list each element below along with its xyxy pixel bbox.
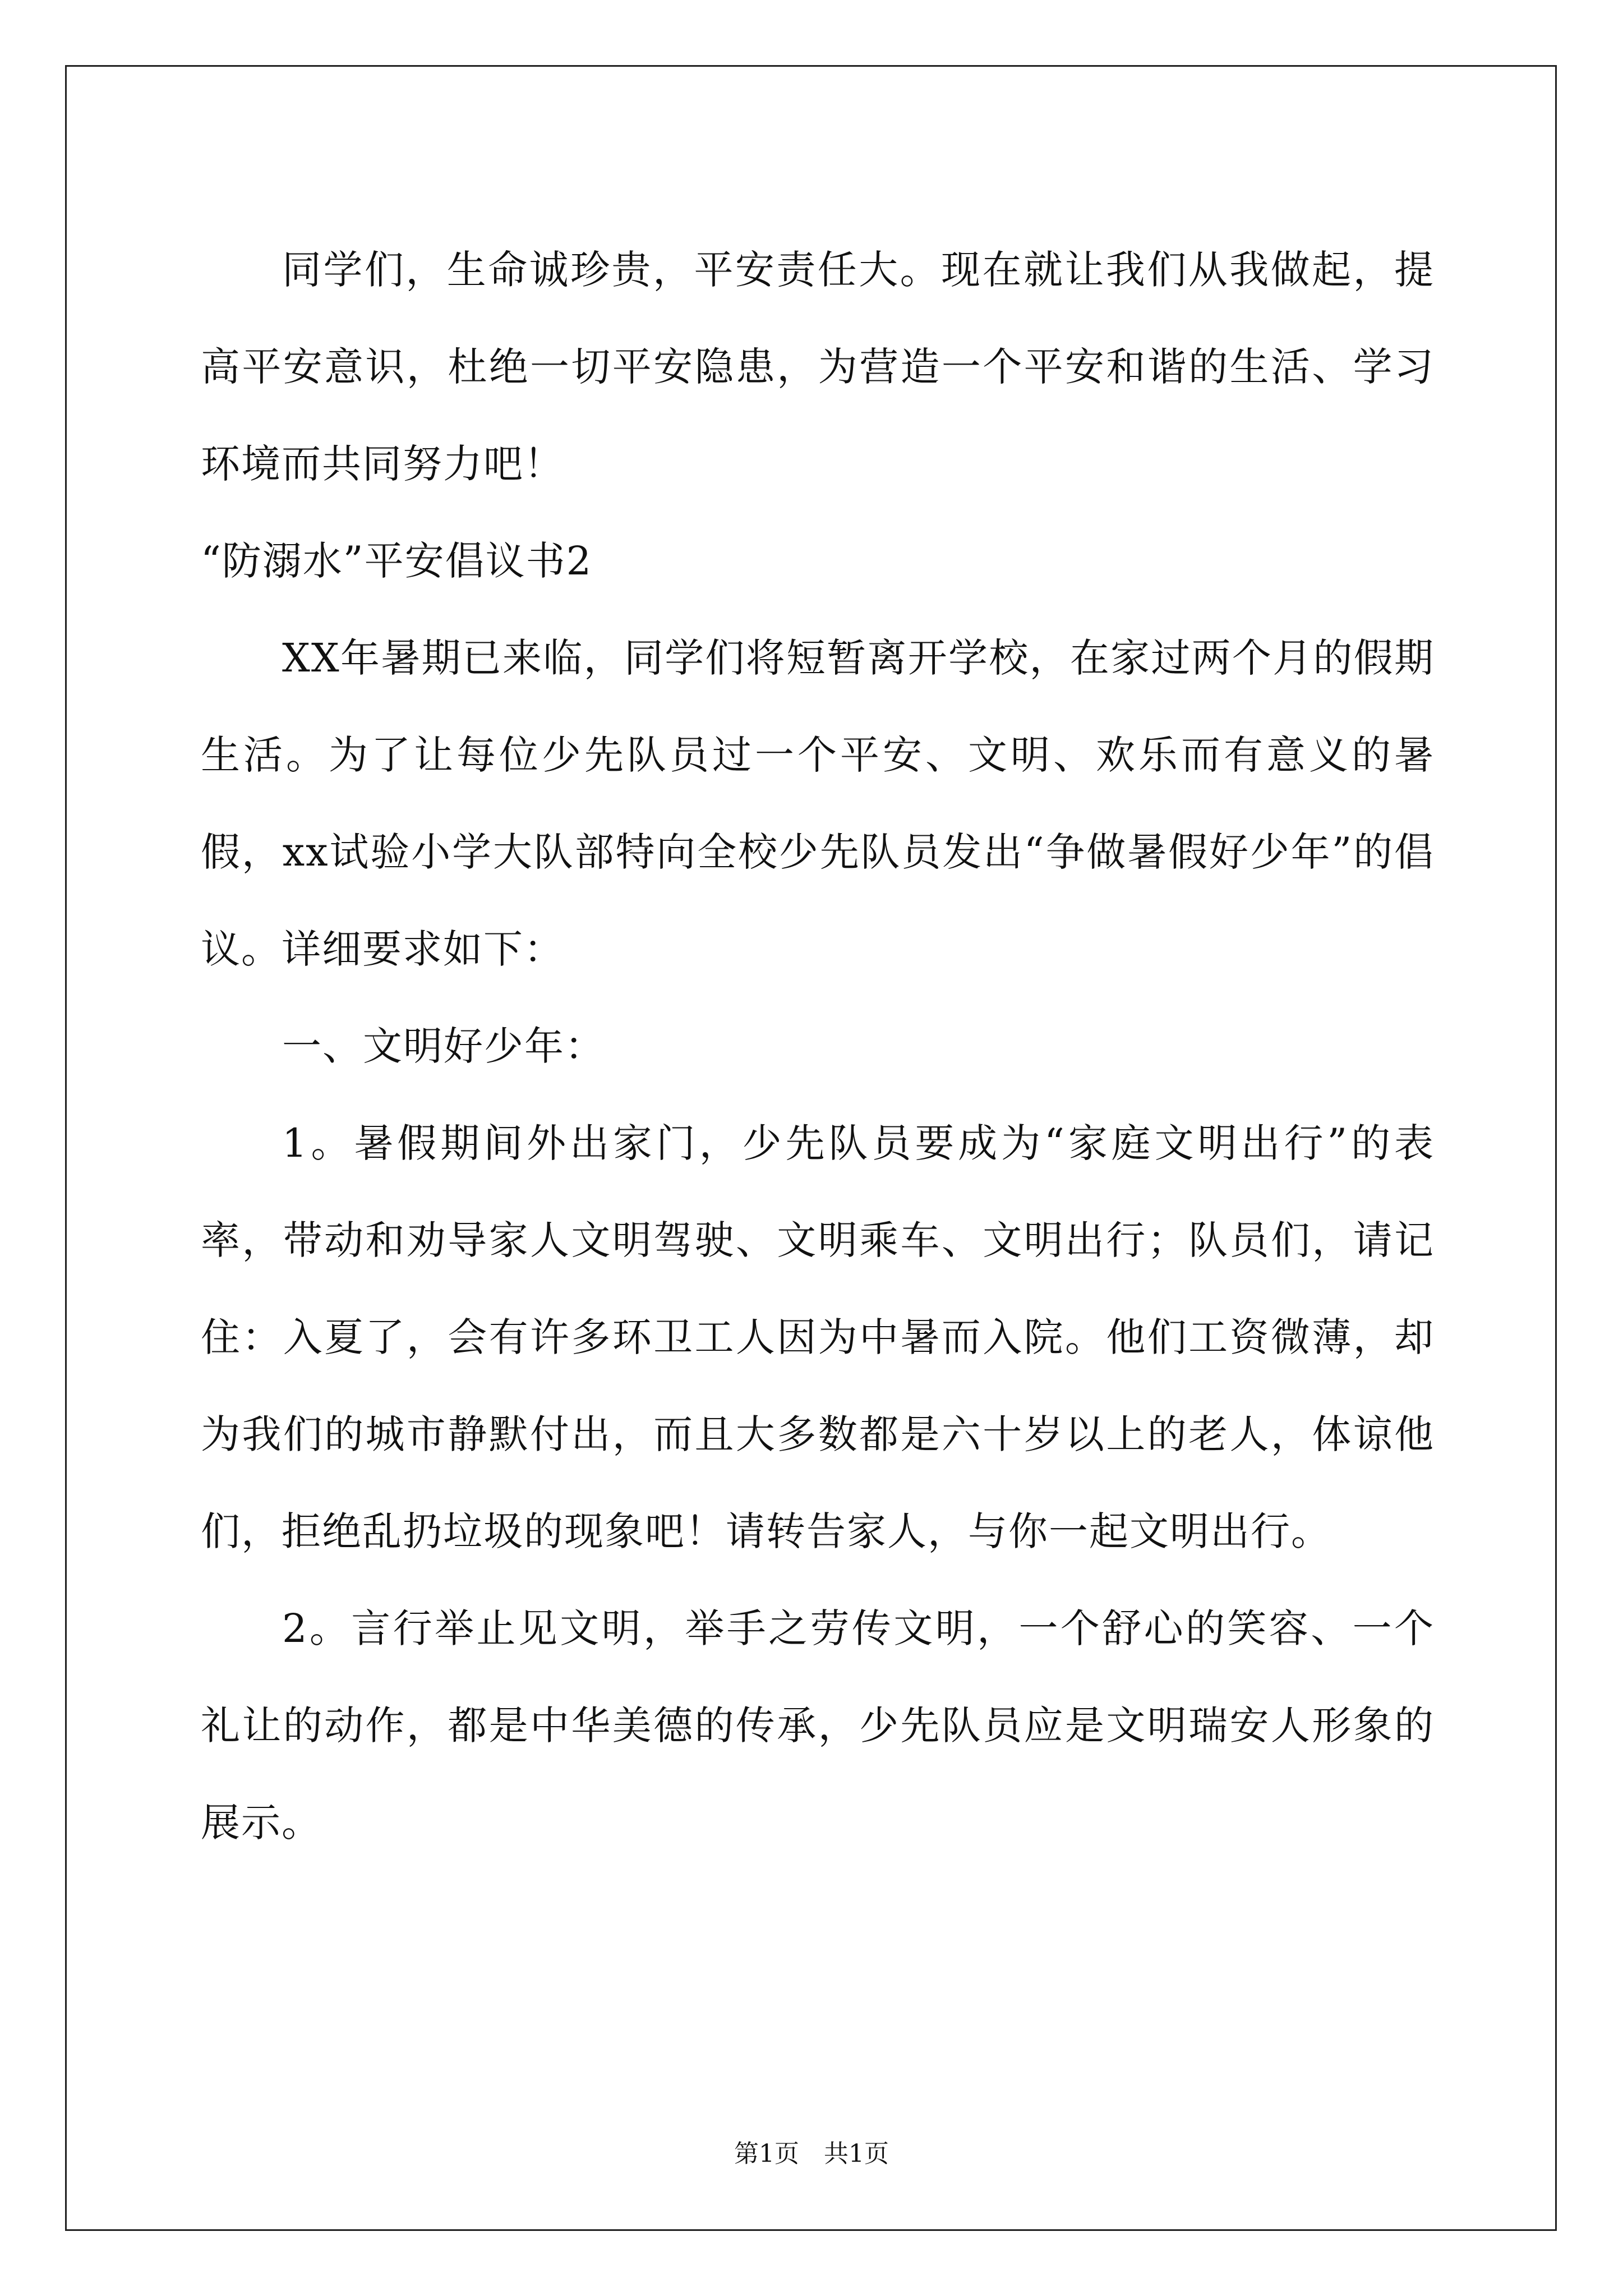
- paragraph-item-1: 1。暑假期间外出家门，少先队员要成为“家庭文明出行”的表率，带动和劝导家人文明驾驶、文明乘车、文明出行；队员们，请记住：入夏了，会有许多环卫工人因为中暑而入院。他们工资微薄，却为我们的城市静默付出，而且大多数都是六十岁以上的老人，体谅他们，拒绝乱扔垃圾的现象吧！请转告家人，与你一起文明出行。: [201, 1120, 1435, 1554]
- document-body: [201, 222, 1435, 1871]
- paragraph-item-2: 2。言行举止见文明，举手之劳传文明，一个舒心的笑容、一个礼让的动作，都是中华美德的传承，少先队员应是文明瑞安人形象的展示。: [201, 1605, 1435, 1846]
- paragraph-intro: XX年暑期已来临，同学们将短暂离开学校，在家过两个月的假期生活。为了让每位少先队员过一个平安、文明、欢乐而有意义的暑假，xx试验小学大队部特向全校少先队员发出“争做暑假好少年”的倡议。详细要求如下：: [201, 635, 1435, 972]
- paragraph-closing-appeal: 同学们，生命诚珍贵，平安责任大。现在就让我们从我做起，提高平安意识，杜绝一切平安隐患，为营造一个平安和谐的生活、学习环境而共同努力吧！: [201, 247, 1435, 487]
- section-title: “防溺水”平安倡议书2: [201, 538, 593, 584]
- section-heading-civility: 一、文明好少年：: [282, 1023, 605, 1069]
- page-footer: 第1页 共1页: [734, 2139, 889, 2168]
